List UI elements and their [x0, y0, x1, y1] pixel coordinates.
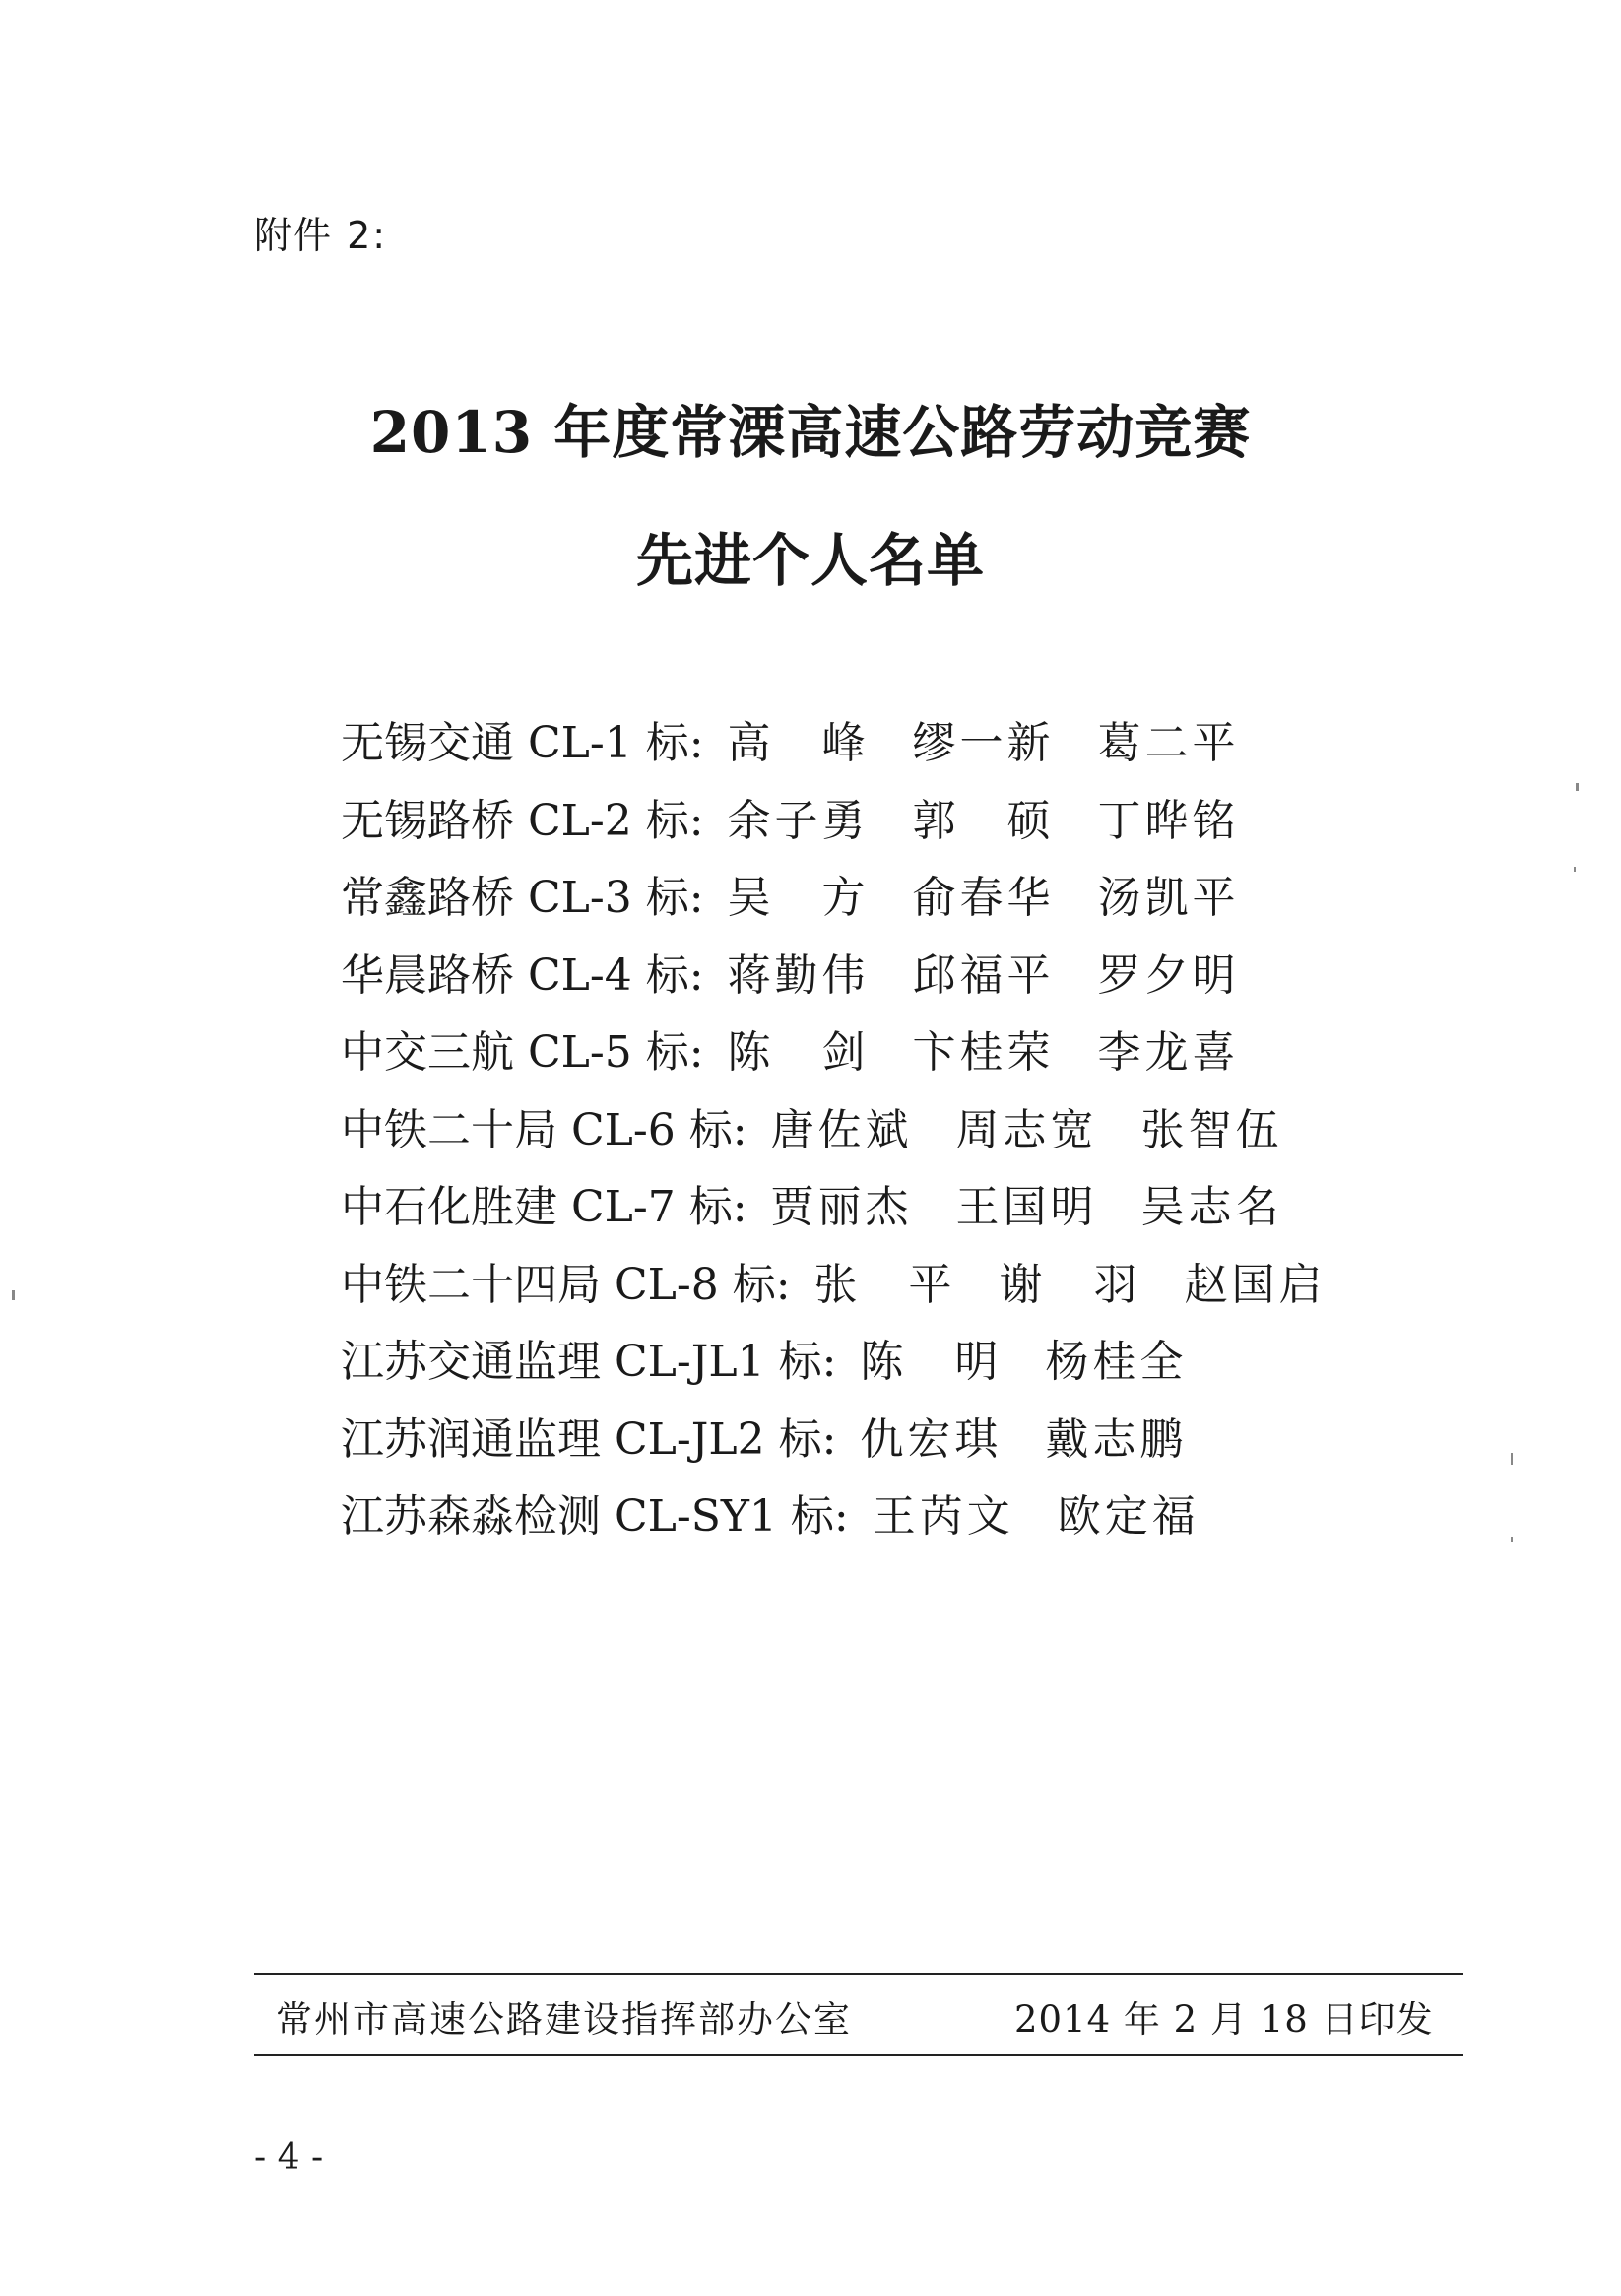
person-name: 葛二平 [1097, 718, 1240, 768]
list-item [341, 947, 1370, 1024]
footer-office: 常州市高速公路建设指挥部办公室 [276, 1999, 852, 2041]
person-name: 汤凯平 [1097, 873, 1240, 923]
list-item [341, 869, 1370, 947]
person-name: 罗夕明 [1097, 950, 1240, 1001]
person-name: 戴志鹏 [1045, 1413, 1188, 1465]
person-name: 杨桂全 [1045, 1337, 1188, 1387]
footer-top-rule [254, 1973, 1463, 1975]
person-name: 高 峰 [727, 718, 870, 768]
list-item [341, 1023, 1370, 1101]
person-name: 张 平 [813, 1259, 956, 1310]
person-name: 王国明 [955, 1182, 1098, 1232]
person-name: 张智伍 [1140, 1104, 1283, 1155]
footer-bottom-rule [254, 2054, 1463, 2056]
section-label: 中铁二十局 CL-6 标: [341, 1104, 747, 1155]
award-list [341, 714, 1370, 1565]
person-name: 郭 硕 [912, 795, 1055, 846]
person-name: 卞桂荣 [912, 1027, 1055, 1078]
scan-speck [1511, 1453, 1513, 1465]
person-name: 仇宏琪 [860, 1413, 1003, 1465]
person-name: 余子勇 [727, 795, 870, 846]
list-item [341, 714, 1370, 792]
section-label: 江苏交通监理 CL-JL1 标: [341, 1337, 837, 1387]
scan-speck [1511, 1537, 1513, 1542]
person-name: 王芮文 [872, 1491, 1014, 1542]
section-label: 无锡交通 CL-1 标: [341, 718, 704, 768]
scan-speck [1574, 867, 1576, 872]
attachment-label: 附件 2: [254, 214, 388, 257]
person-name: 吴 方 [727, 873, 870, 923]
section-label: 华晨路桥 CL-4 标: [341, 950, 704, 1001]
document-title-line2: 先进个人名单 [635, 527, 985, 594]
person-name: 谢 羽 [999, 1259, 1141, 1310]
person-name: 陈 明 [860, 1337, 1003, 1387]
person-name: 欧定福 [1057, 1491, 1200, 1542]
section-label: 中铁二十四局 CL-8 标: [341, 1259, 791, 1310]
list-item [341, 1333, 1370, 1410]
scan-speck [12, 1290, 15, 1300]
list-item [341, 1101, 1370, 1179]
person-name: 周志宽 [955, 1104, 1098, 1155]
person-name: 丁晔铭 [1097, 795, 1240, 846]
scan-speck [1576, 783, 1579, 791]
section-label: 中石化胜建 CL-7 标: [341, 1182, 747, 1232]
section-label: 常鑫路桥 CL-3 标: [341, 873, 704, 923]
list-item [341, 1487, 1370, 1565]
list-item [341, 792, 1370, 870]
footer-date: 2014 年 2 月 18 日印发 [1014, 1999, 1434, 2041]
page-number: - 4 - [254, 2137, 324, 2178]
person-name: 吴志名 [1140, 1182, 1283, 1232]
section-label: 无锡路桥 CL-2 标: [341, 795, 704, 846]
person-name: 缪一新 [912, 718, 1055, 768]
person-name: 邱福平 [912, 950, 1055, 1001]
document-title-line1: 2013 年度常溧高速公路劳动竞赛 [369, 399, 1252, 466]
person-name: 唐佐斌 [770, 1104, 913, 1155]
section-label: 江苏润通监理 CL-JL2 标: [341, 1413, 837, 1465]
list-item [341, 1256, 1370, 1334]
list-item [341, 1178, 1370, 1256]
section-label: 江苏森淼检测 CL-SY1 标: [341, 1491, 849, 1542]
person-name: 俞春华 [912, 873, 1055, 923]
section-label: 中交三航 CL-5 标: [341, 1027, 704, 1078]
person-name: 陈 剑 [727, 1027, 870, 1078]
person-name: 赵国启 [1184, 1259, 1327, 1310]
person-name: 蒋勤伟 [727, 950, 870, 1001]
person-name: 贾丽杰 [770, 1182, 913, 1232]
list-item [341, 1410, 1370, 1488]
person-name: 李龙喜 [1097, 1027, 1240, 1078]
